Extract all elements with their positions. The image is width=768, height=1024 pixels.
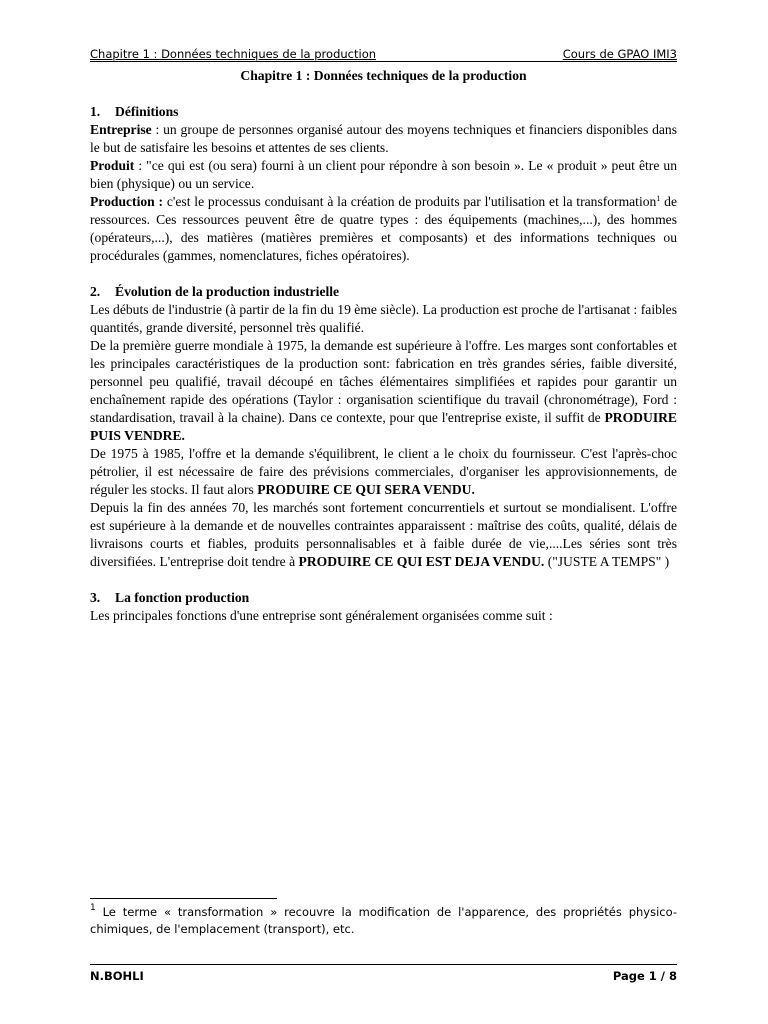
definition-text: : un groupe de personnes organisé autour des moyens techniques et financiers disponibles dans le but de satisfaire les besoins et attentes de ses clients. (90, 122, 677, 155)
section-number: 1. (90, 104, 101, 119)
term-entreprise: Entreprise (90, 122, 152, 137)
definition-produit (90, 157, 677, 193)
definition-text: : "ce qui est (ou sera) fourni à un client pour répondre à son besoin ». Le « produit » peut être un bien (physique) ou un service. (90, 158, 677, 191)
section-heading-evolution (90, 283, 677, 301)
document-body (90, 65, 677, 625)
section-heading-definitions (90, 103, 677, 121)
page-footer (90, 964, 677, 983)
term-production: Production : (90, 194, 164, 209)
paragraph: Les principales fonctions d'une entreprise sont généralement organisées comme suit : (90, 608, 553, 623)
emphasis-text: PRODUIRE CE QUI EST DEJA VENDU. (298, 554, 545, 569)
paragraph-text: De 1975 à 1985, l'offre et la demande s'équilibrent, le client a le choix du fournisseur. C'est l'après-choc pétrolier, il est nécessaire de faire des prévisions commerciales, d'organiser les approvisionnements, de réguler les stocks. Il faut alors (90, 446, 677, 497)
document-title: Chapitre 1 : Données techniques de la production (240, 68, 527, 83)
paragraph: Les débuts de l'industrie (à partir de la fin du 19 ème siècle). La production est proche de l'artisanat : faibles quantités, grande diversité, personnel très qualifié. (90, 302, 677, 335)
section-heading-fonction-production (90, 589, 677, 607)
paragraph-text: De la première guerre mondiale à 1975, la demande est supérieure à l'offre. Les marges sont confortables et les principales caractéristiques de la production sont: fabrication en très grandes séries, faible diversité, personnel peu qualifié, travail découpé en tâches élémentaires simplifiées et rapides pour garantir un enchaînement rapide des opérations (Taylor : organisation scientifique du travail (chronométrage), Ford : standardisation, travail à la chaine). Dans ce contexte, pour que l'entreprise existe, il suffit de (90, 338, 677, 425)
section-number: 2. (90, 284, 101, 299)
header-course-name: Cours de GPAO IMI3 (562, 47, 677, 61)
section-number: 3. (90, 590, 101, 605)
definition-text: de ressources. Ces ressources peuvent être de quatre types : des équipements (machines,...), des hommes (opérateurs,...), des matières (matières premières et composants) et des informations techniques ou procédurales (gammes, nomenclatures, fiches opératoires). (90, 194, 677, 263)
definition-entreprise (90, 121, 677, 157)
page-number: Page 1 / 8 (612, 969, 677, 983)
footnote-text: Le terme « transformation » recouvre la modification de l'apparence, des propriétés physico-chimiques, de l'emplacement (transport), etc. (90, 905, 677, 936)
paragraph-text: ("JUSTE A TEMPS" ) (544, 554, 670, 569)
footnote-reference[interactable]: 1 (656, 194, 661, 203)
paragraph (90, 337, 677, 445)
paragraph (90, 445, 677, 499)
term-produit: Produit (90, 158, 135, 173)
page-header (90, 44, 677, 62)
footnote (90, 904, 677, 938)
section-title: Évolution de la production industrielle (115, 284, 340, 299)
emphasis-text: PRODUIRE PUIS VENDRE. (90, 410, 677, 443)
footnote-mark: 1 (90, 903, 96, 913)
definition-text: c'est le processus conduisant à la création de produits par l'utilisation et la transformation (163, 194, 657, 209)
paragraph (90, 499, 677, 571)
footnote-separator (90, 898, 277, 899)
section-title: Définitions (115, 104, 179, 119)
footer-author: N.BOHLI (90, 969, 144, 983)
header-chapter-title: Chapitre 1 : Données techniques de la production (90, 47, 377, 61)
section-title: La fonction production (115, 590, 250, 605)
emphasis-text: PRODUIRE CE QUI SERA VENDU. (257, 482, 475, 497)
definition-production (90, 193, 677, 265)
paragraph-text: Depuis la fin des années 70, les marchés sont fortement concurrentiels et surtout se mondialisent. L'offre est supérieure à la demande et de nouvelles contraintes apparaissent : maîtrise des coûts, qualité, délais de livraisons courts et fiables, produits personnalisables et à faible durée de vie,....Les séries sont très diversifiées. L'entreprise doit tendre à (90, 500, 677, 569)
